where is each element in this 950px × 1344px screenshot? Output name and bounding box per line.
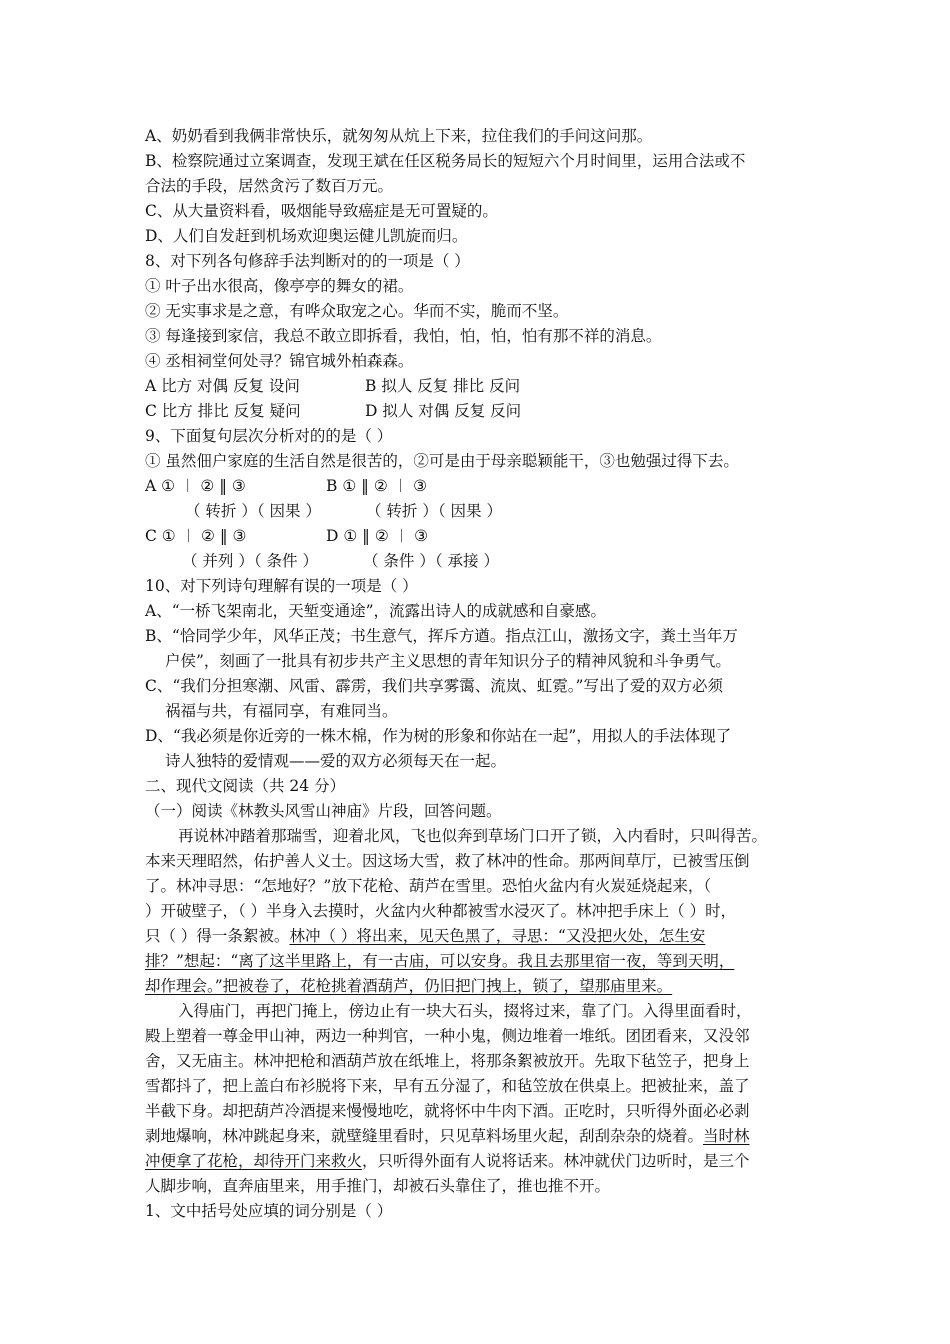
q9-option-d-relations: （ 条件 ）（ 承接 ）: [363, 552, 499, 570]
passage-p1-line-3: 了。林冲寻思：“怎地好？”放下花枪、葫芦在雪里。恐怕火盆内有火炭延烧起来，（: [145, 877, 712, 895]
q10-option-c: C、“我们分担寒潮、风雷、霹雳，我们共享雾霭、流岚、虹霓。”写出了爱的双方必须: [145, 677, 723, 695]
passage-p2-line-1: 入得庙门，再把门掩上，傍边止有一块大石头，掇将过来，靠了门。入得里面看时，: [178, 1002, 752, 1020]
q8-options-ab: [145, 374, 825, 399]
question-10: 10、对下列诗句理解有误的一项是（ ）: [145, 577, 418, 595]
q7-option-c: C、从大量资料看，吸烟能导致癌症是无可置疑的。: [145, 202, 498, 220]
exam-page: [145, 124, 825, 1224]
q10-option-d-cont: 诗人独特的爱情观——爱的双方必须每天在一起。: [165, 752, 507, 770]
question-1: 1、文中括号处应填的词分别是（ ）: [145, 1202, 393, 1220]
q9-relations-ab: [145, 499, 825, 524]
q9-option-a-relations: （ 转折 ）（ 因果 ）: [185, 502, 321, 520]
q9-relations-cd: [145, 549, 825, 574]
passage-p2-line-2: 殿上塑着一尊金甲山神，两边一种判官，一种小鬼，侧边堆着一堆纸。团团看来，又没邻: [145, 1027, 750, 1045]
passage-p1-line-1: 再说林冲踏着那瑞雪，迎着北风，飞也似奔到草场门口开了锁，入内看时，只叫得苦。: [178, 827, 768, 845]
q9-option-b: B ① ‖ ② ︱ ③: [326, 477, 427, 495]
passage-p2-line-6-plain: 剥地爆响，林冲跳起身来，就壁缝里看时，只见草料场里火起，刮刮杂杂的烧着。: [145, 1127, 704, 1145]
subsection-1-heading: （一）阅读《林教头风雪山神庙》片段，回答问题。: [145, 802, 502, 820]
q9-option-c-relations: （ 并列 ）（ 条件 ）: [182, 552, 318, 570]
section-2-heading: 二、现代文阅读（共 24 分）: [145, 777, 346, 795]
q9-option-b-relations: （ 转折 ）（ 因果 ）: [366, 502, 502, 520]
q8-options-cd: [145, 399, 825, 424]
q7-option-b: B、检察院通过立案调查，发现王斌在任区税务局长的短短六个月时间里，运用合法或不: [145, 152, 746, 170]
passage-p2-line-6-underlined: 当时林: [703, 1127, 750, 1145]
q8-sentence-4: ④ 丞相祠堂何处寻？锦官城外柏森森。: [145, 352, 414, 370]
passage-p1-line-5: [145, 924, 825, 949]
passage-p2-line-6: [145, 1124, 825, 1149]
q8-option-c: C 比方 排比 反复 疑问: [145, 402, 301, 420]
passage-p2-line-7-underlined: 冲便拿了花枪，却待开门来救火: [145, 1152, 363, 1170]
q9-options-ab: [145, 474, 825, 499]
q8-sentence-3: ③ 每逢接到家信，我总不敢立即拆看，我怕，怕，怕，怕有那不祥的消息。: [145, 327, 662, 345]
passage-p2-line-7-plain: ，只听得外面有人说将话来。林冲就伏门边听时，是三个: [362, 1152, 750, 1170]
q10-option-b: B、“恰同学少年，风华正茂；书生意气，挥斥方遒。指点江山，激扬文字，粪土当年万: [145, 627, 738, 645]
passage-p1-line-5-plain: 只（ ）得一条絮被。: [145, 927, 290, 945]
q10-option-d: D、“我必须是你近旁的一株木棉，作为树的形象和你站在一起”，用拟人的手法体现了: [145, 727, 732, 745]
passage-p1-line-7-underlined: 却作理会。”把被卷了，花枪挑着酒葫芦，仍旧把门拽上，锁了，望那庙里来。: [145, 977, 673, 995]
q9-option-c: C ① ︱ ② ‖ ③: [145, 527, 247, 545]
passage-p1-line-6-underlined: 排？”想起：“离了这半里路上，有一古庙，可以安身。我且去那里宿一夜，等到天明，: [145, 952, 735, 970]
passage-p2-line-4: 雪都抖了，把上盖白布衫脱将下来，早有五分湿了，和毡笠放在供桌上。把被扯来，盖了: [145, 1077, 750, 1095]
q9-option-a: A ① ︱ ② ‖ ③: [145, 477, 246, 495]
question-9: 9、下面复句层次分析对的的是（ ）: [145, 427, 393, 445]
q7-option-d: D、人们自发赶到机场欢迎奥运健儿凯旋而归。: [145, 227, 468, 245]
passage-p1-line-2: 本来天理昭然，佑护善人义士。因这场大雪，救了林冲的性命。那两间草厅，已被雪压倒: [145, 852, 750, 870]
q10-option-b-cont: 户侯”，刻画了一批具有初步共产主义思想的青年知识分子的精神风貌和斗争勇气。: [165, 652, 731, 670]
q9-options-cd: [145, 524, 825, 549]
passage-p1-line-5-underlined: 林冲（ ）将出来，见天色黑了，寻思：“又没把火处，怎生安: [289, 927, 706, 945]
passage-p2-line-3: 舍，又无庙主。林冲把枪和酒葫芦放在纸堆上，将那条絮被放开。先取下毡笠子，把身上: [145, 1052, 750, 1070]
q9-option-d: D ① ‖ ② ︱ ③: [326, 527, 428, 545]
q7-option-a: A、奶奶看到我俩非常快乐，就匆匆从炕上下来，拉住我们的手问这问那。: [145, 127, 653, 145]
q7-option-b-cont: 合法的手段，居然贪污了数百万元。: [145, 177, 394, 195]
q8-sentence-2: ② 无实事求是之意，有哗众取宠之心。华而不实，脆而不坚。: [145, 302, 569, 320]
q8-option-b: B 拟人 反复 排比 反问: [365, 377, 521, 395]
passage-p1-line-4: ）开破壁子，（ ）半身入去摸时，火盆内火种都被雪水浸灭了。林冲把手床上（ ）时，: [145, 902, 737, 920]
passage-p2-line-8: 人脚步响，直奔庙里来，用手推门，却被石头靠住了，推也推不开。: [145, 1177, 611, 1195]
passage-p2-line-7: [145, 1149, 825, 1174]
q10-option-c-cont: 祸福与共，有福同享，有难同当。: [165, 702, 398, 720]
q8-option-a: A 比方 对偶 反复 设问: [145, 377, 300, 395]
q8-option-d: D 拟人 对偶 反复 反问: [365, 402, 522, 420]
q10-option-a: A、“一桥飞架南北，天堑变通途”，流露出诗人的成就感和自豪感。: [145, 602, 607, 620]
q8-sentence-1: ① 叶子出水很高，像亭亭的舞女的裙。: [145, 277, 414, 295]
q9-sentence: ① 虽然佃户家庭的生活自然是很苦的，②可是由于母亲聪颖能干，③也勉强过得下去。: [145, 452, 739, 470]
passage-p2-line-5: 半截下身。却把葫芦冷酒提来慢慢地吃，就将怀中牛肉下酒。正吃时，只听得外面必必剥: [145, 1102, 750, 1120]
question-8: 8、对下列各句修辞手法判断对的的一项是（ ）: [145, 252, 470, 270]
